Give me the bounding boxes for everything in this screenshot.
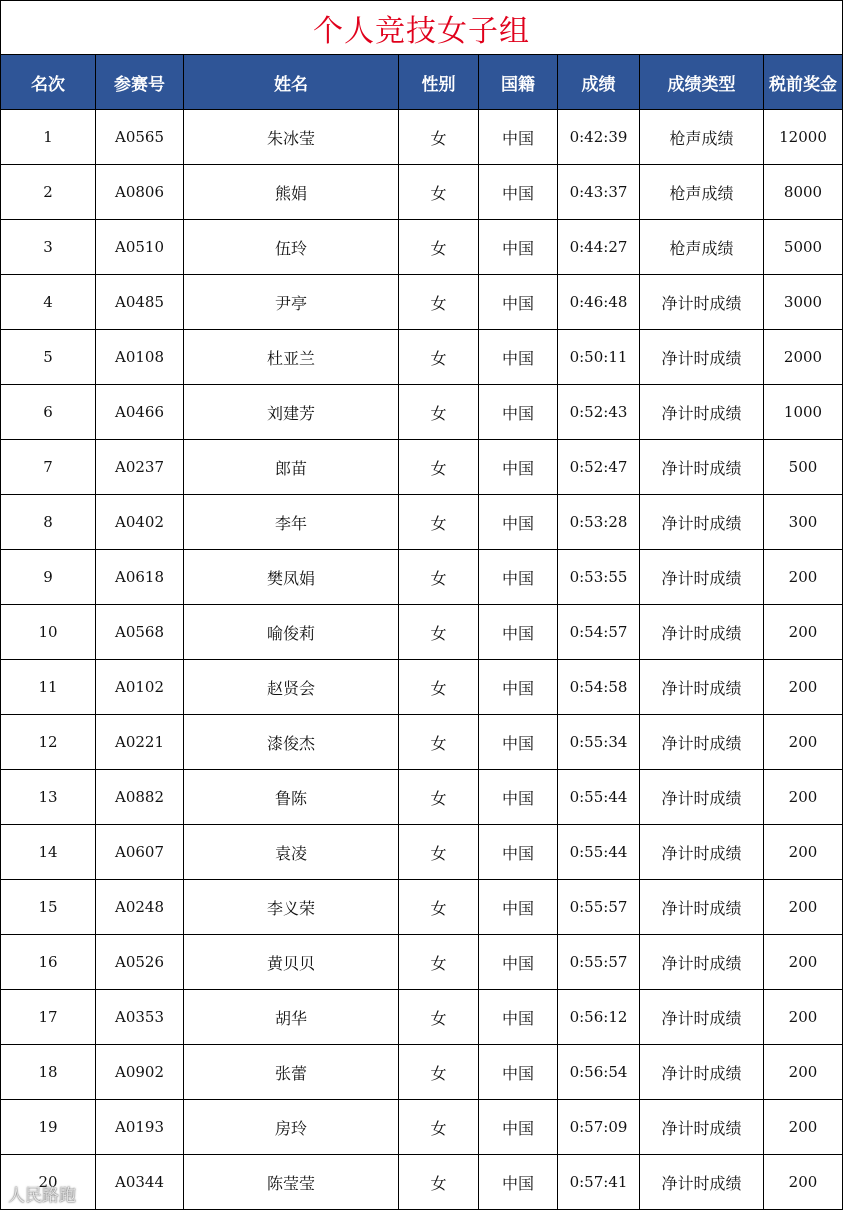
- cell-gender: 女: [399, 110, 479, 165]
- table-row: [1, 550, 843, 605]
- cell-bib: A0565: [96, 110, 184, 165]
- cell-prize: 300: [764, 495, 843, 550]
- cell-result-type: 净计时成绩: [640, 1155, 764, 1210]
- table-row: [1, 605, 843, 660]
- cell-gender: 女: [399, 550, 479, 605]
- header-gender: 性别: [399, 55, 479, 110]
- cell-result: 0:56:12: [558, 990, 640, 1045]
- cell-gender: 女: [399, 880, 479, 935]
- cell-prize: 200: [764, 825, 843, 880]
- cell-gender: 女: [399, 605, 479, 660]
- cell-result-type: 净计时成绩: [640, 880, 764, 935]
- cell-name: 黄贝贝: [184, 935, 399, 990]
- header-prize: 税前奖金: [764, 55, 843, 110]
- cell-name: 胡华: [184, 990, 399, 1045]
- cell-prize: 2000: [764, 330, 843, 385]
- cell-name: 张蕾: [184, 1045, 399, 1100]
- watermark: 人民路跑: [8, 1186, 76, 1206]
- cell-name: 房玲: [184, 1100, 399, 1155]
- cell-result: 0:55:44: [558, 770, 640, 825]
- table-row: [1, 110, 843, 165]
- cell-gender: 女: [399, 1100, 479, 1155]
- cell-rank: 20: [1, 1155, 96, 1210]
- cell-name: 尹亭: [184, 275, 399, 330]
- cell-prize: 5000: [764, 220, 843, 275]
- cell-result: 0:57:41: [558, 1155, 640, 1210]
- cell-name: 李年: [184, 495, 399, 550]
- cell-result: 0:55:34: [558, 715, 640, 770]
- cell-result: 0:52:43: [558, 385, 640, 440]
- cell-bib: A0902: [96, 1045, 184, 1100]
- cell-rank: 2: [1, 165, 96, 220]
- cell-prize: 8000: [764, 165, 843, 220]
- cell-result: 0:55:44: [558, 825, 640, 880]
- table-row: [1, 990, 843, 1045]
- cell-gender: 女: [399, 220, 479, 275]
- table-row: [1, 825, 843, 880]
- cell-prize: 200: [764, 770, 843, 825]
- table-row: [1, 715, 843, 770]
- cell-rank: 5: [1, 330, 96, 385]
- header-rank: 名次: [1, 55, 96, 110]
- cell-rank: 14: [1, 825, 96, 880]
- cell-rank: 13: [1, 770, 96, 825]
- cell-nationality: 中国: [479, 660, 558, 715]
- cell-name: 樊凤娟: [184, 550, 399, 605]
- cell-rank: 17: [1, 990, 96, 1045]
- table-row: [1, 770, 843, 825]
- table-row: [1, 495, 843, 550]
- cell-prize: 200: [764, 880, 843, 935]
- cell-rank: 16: [1, 935, 96, 990]
- table-row: [1, 880, 843, 935]
- cell-nationality: 中国: [479, 440, 558, 495]
- cell-nationality: 中国: [479, 605, 558, 660]
- header-result-type: 成绩类型: [640, 55, 764, 110]
- cell-bib: A0102: [96, 660, 184, 715]
- cell-nationality: 中国: [479, 550, 558, 605]
- cell-nationality: 中国: [479, 1155, 558, 1210]
- cell-bib: A0882: [96, 770, 184, 825]
- cell-bib: A0526: [96, 935, 184, 990]
- cell-result-type: 净计时成绩: [640, 935, 764, 990]
- cell-prize: 200: [764, 715, 843, 770]
- cell-gender: 女: [399, 770, 479, 825]
- cell-gender: 女: [399, 660, 479, 715]
- cell-rank: 9: [1, 550, 96, 605]
- cell-result: 0:54:58: [558, 660, 640, 715]
- cell-name: 漆俊杰: [184, 715, 399, 770]
- cell-name: 郎苗: [184, 440, 399, 495]
- cell-result-type: 净计时成绩: [640, 1100, 764, 1155]
- cell-result: 0:55:57: [558, 880, 640, 935]
- cell-nationality: 中国: [479, 495, 558, 550]
- cell-nationality: 中国: [479, 1100, 558, 1155]
- header-name: 姓名: [184, 55, 399, 110]
- cell-bib: A0618: [96, 550, 184, 605]
- table-row: [1, 1155, 843, 1210]
- cell-rank: 1: [1, 110, 96, 165]
- cell-result-type: 净计时成绩: [640, 825, 764, 880]
- cell-bib: A0353: [96, 990, 184, 1045]
- cell-prize: 200: [764, 1100, 843, 1155]
- cell-bib: A0510: [96, 220, 184, 275]
- cell-result-type: 净计时成绩: [640, 495, 764, 550]
- table-row: [1, 935, 843, 990]
- cell-result-type: 净计时成绩: [640, 990, 764, 1045]
- cell-result-type: 净计时成绩: [640, 385, 764, 440]
- cell-prize: 200: [764, 935, 843, 990]
- table-row: [1, 275, 843, 330]
- header-bib: 参赛号: [96, 55, 184, 110]
- cell-nationality: 中国: [479, 770, 558, 825]
- cell-gender: 女: [399, 275, 479, 330]
- cell-rank: 15: [1, 880, 96, 935]
- cell-result-type: 净计时成绩: [640, 770, 764, 825]
- header-nationality: 国籍: [479, 55, 558, 110]
- cell-prize: 200: [764, 1045, 843, 1100]
- cell-bib: A0806: [96, 165, 184, 220]
- cell-name: 杜亚兰: [184, 330, 399, 385]
- cell-nationality: 中国: [479, 220, 558, 275]
- cell-nationality: 中国: [479, 825, 558, 880]
- cell-result: 0:53:55: [558, 550, 640, 605]
- header-row: [1, 55, 843, 110]
- cell-bib: A0237: [96, 440, 184, 495]
- cell-name: 朱冰莹: [184, 110, 399, 165]
- cell-rank: 7: [1, 440, 96, 495]
- cell-gender: 女: [399, 165, 479, 220]
- cell-result-type: 净计时成绩: [640, 660, 764, 715]
- cell-rank: 12: [1, 715, 96, 770]
- cell-result-type: 枪声成绩: [640, 220, 764, 275]
- cell-prize: 1000: [764, 385, 843, 440]
- cell-rank: 6: [1, 385, 96, 440]
- cell-nationality: 中国: [479, 275, 558, 330]
- table-row: [1, 165, 843, 220]
- cell-result: 0:57:09: [558, 1100, 640, 1155]
- cell-prize: 200: [764, 990, 843, 1045]
- cell-result: 0:42:39: [558, 110, 640, 165]
- cell-prize: 200: [764, 605, 843, 660]
- cell-result: 0:56:54: [558, 1045, 640, 1100]
- cell-bib: A0221: [96, 715, 184, 770]
- cell-nationality: 中国: [479, 1045, 558, 1100]
- cell-name: 李义荣: [184, 880, 399, 935]
- cell-gender: 女: [399, 440, 479, 495]
- cell-nationality: 中国: [479, 990, 558, 1045]
- cell-prize: 12000: [764, 110, 843, 165]
- table-row: [1, 1045, 843, 1100]
- cell-result: 0:50:11: [558, 330, 640, 385]
- cell-prize: 200: [764, 550, 843, 605]
- cell-rank: 8: [1, 495, 96, 550]
- cell-result: 0:55:57: [558, 935, 640, 990]
- cell-name: 陈莹莹: [184, 1155, 399, 1210]
- table-row: [1, 440, 843, 495]
- cell-result-type: 净计时成绩: [640, 275, 764, 330]
- cell-result-type: 枪声成绩: [640, 110, 764, 165]
- table-row: [1, 385, 843, 440]
- cell-bib: A0193: [96, 1100, 184, 1155]
- cell-name: 熊娟: [184, 165, 399, 220]
- cell-bib: A0248: [96, 880, 184, 935]
- cell-nationality: 中国: [479, 715, 558, 770]
- table-row: [1, 1100, 843, 1155]
- cell-gender: 女: [399, 1045, 479, 1100]
- cell-result: 0:52:47: [558, 440, 640, 495]
- cell-nationality: 中国: [479, 935, 558, 990]
- cell-result-type: 净计时成绩: [640, 440, 764, 495]
- cell-bib: A0344: [96, 1155, 184, 1210]
- cell-gender: 女: [399, 715, 479, 770]
- cell-result-type: 净计时成绩: [640, 550, 764, 605]
- cell-result-type: 净计时成绩: [640, 1045, 764, 1100]
- cell-result-type: 净计时成绩: [640, 715, 764, 770]
- cell-nationality: 中国: [479, 385, 558, 440]
- cell-gender: 女: [399, 825, 479, 880]
- header-result: 成绩: [558, 55, 640, 110]
- cell-rank: 4: [1, 275, 96, 330]
- table-row: [1, 660, 843, 715]
- cell-name: 鲁陈: [184, 770, 399, 825]
- cell-result-type: 净计时成绩: [640, 330, 764, 385]
- table-row: [1, 220, 843, 275]
- cell-rank: 3: [1, 220, 96, 275]
- cell-result: 0:53:28: [558, 495, 640, 550]
- cell-rank: 19: [1, 1100, 96, 1155]
- cell-name: 伍玲: [184, 220, 399, 275]
- cell-rank: 11: [1, 660, 96, 715]
- cell-prize: 200: [764, 660, 843, 715]
- cell-prize: 3000: [764, 275, 843, 330]
- cell-result: 0:43:37: [558, 165, 640, 220]
- cell-result: 0:54:57: [558, 605, 640, 660]
- cell-bib: A0607: [96, 825, 184, 880]
- cell-rank: 10: [1, 605, 96, 660]
- cell-nationality: 中国: [479, 880, 558, 935]
- cell-result: 0:44:27: [558, 220, 640, 275]
- table-title: 个人竞技女子组: [1, 1, 843, 55]
- cell-result-type: 枪声成绩: [640, 165, 764, 220]
- cell-gender: 女: [399, 935, 479, 990]
- cell-bib: A0568: [96, 605, 184, 660]
- cell-name: 袁凌: [184, 825, 399, 880]
- cell-nationality: 中国: [479, 165, 558, 220]
- cell-prize: 500: [764, 440, 843, 495]
- cell-bib: A0108: [96, 330, 184, 385]
- cell-gender: 女: [399, 385, 479, 440]
- cell-gender: 女: [399, 990, 479, 1045]
- cell-bib: A0402: [96, 495, 184, 550]
- cell-nationality: 中国: [479, 330, 558, 385]
- cell-gender: 女: [399, 1155, 479, 1210]
- cell-prize: 200: [764, 1155, 843, 1210]
- cell-bib: A0466: [96, 385, 184, 440]
- cell-name: 喻俊莉: [184, 605, 399, 660]
- cell-bib: A0485: [96, 275, 184, 330]
- cell-result: 0:46:48: [558, 275, 640, 330]
- cell-rank: 18: [1, 1045, 96, 1100]
- table-row: [1, 330, 843, 385]
- cell-name: 赵贤会: [184, 660, 399, 715]
- cell-nationality: 中国: [479, 110, 558, 165]
- table-body: [1, 110, 843, 1210]
- cell-gender: 女: [399, 330, 479, 385]
- cell-result-type: 净计时成绩: [640, 605, 764, 660]
- cell-name: 刘建芳: [184, 385, 399, 440]
- cell-gender: 女: [399, 495, 479, 550]
